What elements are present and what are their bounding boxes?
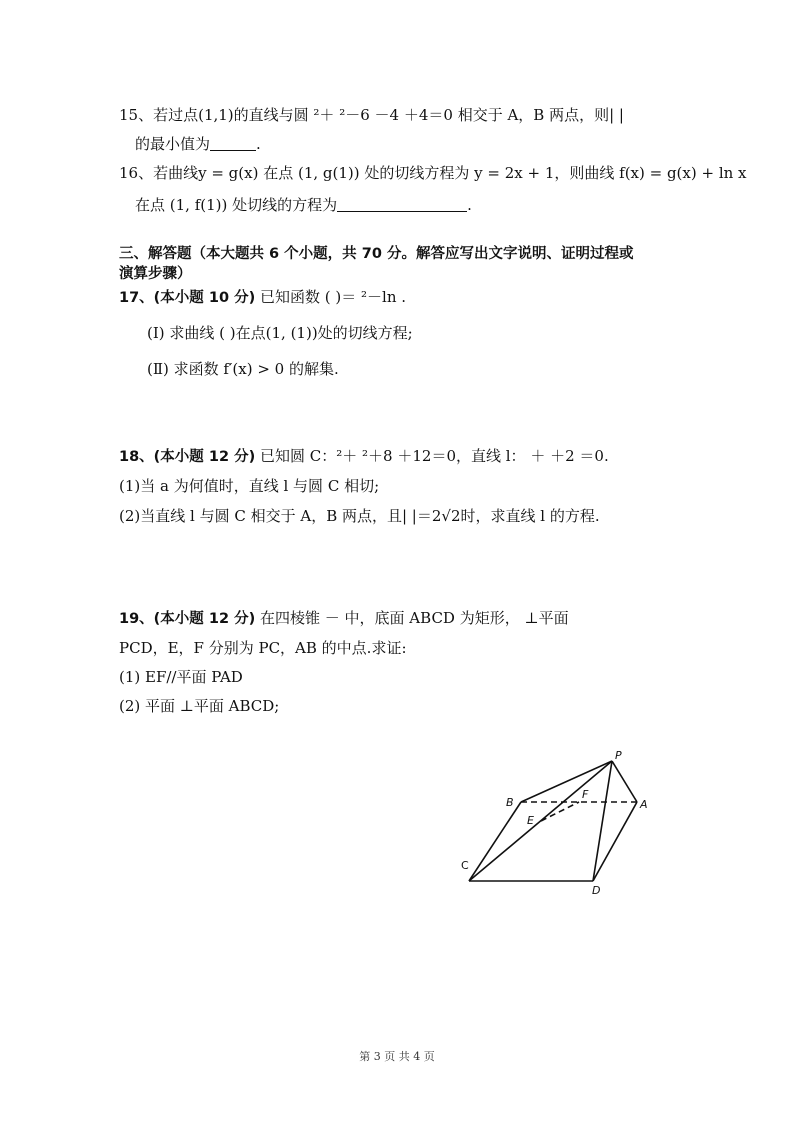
q18-stem: 已知圆 C：²＋ ²＋8 ＋12＝0，直线 l： ＋ ＋2 ＝0. <box>260 447 609 465</box>
q16-line1: 16、若曲线y = g(x) 在点 (1, g(1)) 处的切线方程为 y = 2x + 1，则曲线 f(x) = g(x) + ln x <box>119 164 747 182</box>
q18-heading: 18、(本小题 12 分) <box>119 449 256 465</box>
q17-stem-line <box>119 287 406 308</box>
pyramid-figure <box>455 745 665 895</box>
q16-answer-blank <box>337 197 467 212</box>
q19-heading: 19、(本小题 12 分) <box>119 611 256 627</box>
q19-part1: (1) EF//平面 PAD <box>119 668 243 686</box>
q17-stem: 已知函数 ( )＝ ²－ln . <box>260 288 407 306</box>
q16-line2-prefix: 在点 (1, f(1)) 处切线的方程为 <box>135 196 338 214</box>
q15-answer-blank <box>210 136 256 151</box>
label-A: A <box>640 798 648 811</box>
label-E: E <box>527 814 534 827</box>
section-heading-line2: 演算步骤） <box>119 266 192 282</box>
q18-stem-line <box>119 446 609 467</box>
q16-line2-suffix: . <box>467 196 472 214</box>
edge-PA <box>612 761 637 802</box>
q19-part2: (2) 平面 ⊥平面 ABCD; <box>119 697 280 715</box>
label-D: D <box>592 884 601 895</box>
q17-part2: (Ⅱ) 求函数 f′(x) > 0 的解集. <box>147 360 339 378</box>
edge-PC <box>469 761 612 881</box>
edge-PB <box>521 761 612 802</box>
q17-heading: 17、(本小题 10 分) <box>119 290 256 306</box>
q18-part1: (1)当 a 为何值时，直线 l 与圆 C 相切; <box>119 477 380 495</box>
q19-stem1: 在四棱锥 － 中，底面 ABCD 为矩形， ⊥平面 <box>260 609 569 627</box>
edge-BC <box>469 802 521 881</box>
q15-line2-suffix: . <box>256 135 261 153</box>
label-B: B <box>506 796 514 809</box>
q15-line2 <box>135 134 261 154</box>
q17-part1: (Ⅰ) 求曲线 ( )在点(1, (1))处的切线方程; <box>147 324 413 342</box>
label-F: F <box>582 788 589 801</box>
section-heading-line1: 三、解答题（本大题共 6 个小题，共 70 分。解答应写出文字说明、证明过程或 <box>119 246 634 262</box>
q16-line2 <box>135 195 472 215</box>
q19-stem-line1 <box>119 608 569 629</box>
page-footer: 第 3 页 共 4 页 <box>359 1050 435 1063</box>
q15-line2-prefix: 的最小值为 <box>135 135 211 153</box>
label-P: P <box>615 749 622 762</box>
q18-part2: (2)当直线 l 与圆 C 相交于 A，B 两点，且| |＝2√2时，求直线 l 的方程. <box>119 507 600 525</box>
q15-line1: 15、若过点(1,1)的直线与圆 ²＋ ²－6 －4 ＋4＝0 相交于 A，B 两点，则| | <box>119 106 624 124</box>
q19-stem-line2: PCD，E，F 分别为 PC，AB 的中点.求证: <box>119 639 407 657</box>
label-C: C <box>461 859 469 872</box>
